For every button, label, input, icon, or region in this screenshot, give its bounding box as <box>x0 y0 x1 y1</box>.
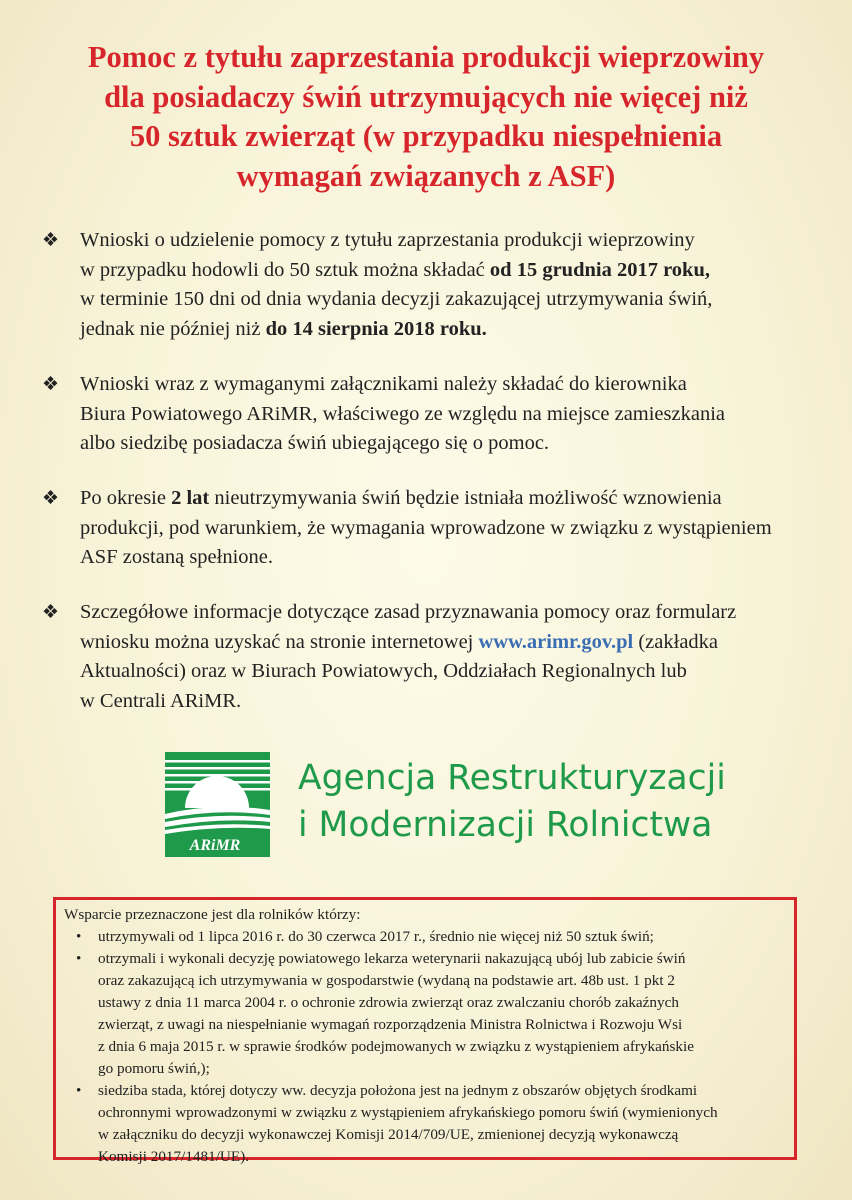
text-line <box>80 484 814 514</box>
text-line: ASF zostaną spełnione. <box>80 546 274 568</box>
text-line: Wnioski o udzielenie pomocy z tytułu zaprzestania produkcji wieprzowiny <box>80 229 695 251</box>
text-line: w załączniku do decyzji wykonawczej Komisji 2014/709/UE, zmienionej decyzją wykonawczą <box>98 1126 679 1143</box>
text-run: Po okresie <box>80 487 172 509</box>
list-item <box>64 926 782 948</box>
text-line: Aktualności) oraz w Biurach Powiatowych, Oddziałach Regionalnych lub <box>80 660 687 682</box>
text-line: siedziba stada, której dotyczy ww. decyzja położona jest na jednym z obszarów objętych środkami <box>98 1082 698 1099</box>
text-run: (zakładka <box>633 630 719 653</box>
text-line: go pomoru świń,); <box>98 1060 210 1077</box>
logo-mark-text: ARiMR <box>189 837 241 854</box>
text-line: Komisji 2017/1481/UE). <box>98 1148 250 1165</box>
diamond-bullet-icon: ❖ <box>42 374 60 395</box>
title-line: wymagań związanych z ASF) <box>236 158 616 193</box>
text-run: nieutrzymywania świń będzie istniała możliwość wznowienia <box>209 487 722 509</box>
period-emphasis: 2 lat <box>171 487 210 509</box>
text-line: utrzymywali od 1 lipca 2016 r. do 30 czerwca 2017 r., średnio nie więcej niż 50 sztuk świń; <box>98 928 654 945</box>
list-item <box>64 948 782 1080</box>
title-line: Pomoc z tytułu zaprzestania produkcji wieprzowiny <box>87 40 765 74</box>
text-line: oraz zakazującą ich utrzymywania w gospodarstwie (wydaną na podstawie art. 48b ust. 1 pkt 2 <box>98 972 675 989</box>
eligibility-box <box>53 897 797 1165</box>
text-line: w terminie 150 dni od dnia wydania decyzji zakazującej utrzymywania świń, <box>80 288 713 310</box>
bullet-dot-icon: • <box>76 928 82 945</box>
text-line: albo siedzibę posiadacza świń ubiegającego się o pomoc. <box>80 432 550 454</box>
text-line: w Centrali ARiMR. <box>80 689 242 712</box>
bullet-resume-production <box>42 484 814 573</box>
agency-name <box>298 755 726 849</box>
text-line <box>80 628 814 658</box>
arimr-logo-icon <box>165 752 270 857</box>
start-date: od 15 grudnia 2017 roku, <box>489 258 710 281</box>
eligibility-list <box>64 926 782 1168</box>
text-line: Szczegółowe informacje dotyczące zasad przyznawania pomocy oraz formularz <box>80 601 737 623</box>
text-run: jednak nie później niż <box>80 317 266 340</box>
bullet-where-to-apply <box>42 370 814 459</box>
title-line: 50 sztuk zwierząt (w przypadku niespełnienia <box>129 119 723 153</box>
text-line <box>80 315 814 345</box>
bullet-dot-icon: • <box>76 950 82 967</box>
text-line: produkcji, pod warunkiem, że wymagania wprowadzone w związku z wystąpieniem <box>80 516 772 539</box>
bullet-text <box>80 598 814 716</box>
diamond-bullet-icon: ❖ <box>42 230 60 251</box>
bullet-text <box>80 370 814 459</box>
bullet-more-info <box>42 598 814 716</box>
text-line: zwierząt, z uwagi na niespełnianie wymagań rozporządzenia Ministra Rolnictwa i Rozwoju Wsi <box>98 1016 683 1033</box>
page-title <box>40 38 812 196</box>
text-line: z dnia 6 maja 2015 r. w sprawie środków podejmowanych w związku z wystąpieniem afrykańskie <box>98 1038 694 1055</box>
agency-name-line: i Modernizacji Rolnictwa <box>298 805 713 845</box>
eligibility-lead: Wsparcie przeznaczone jest dla rolników którzy: <box>64 906 361 923</box>
bullet-application-dates <box>42 226 814 344</box>
bullet-dot-icon: • <box>76 1082 82 1099</box>
list-item <box>64 1080 782 1168</box>
text-line: Wnioski wraz z wymaganymi załącznikami należy składać do kierownika <box>80 373 687 395</box>
text-line: Biura Powiatowego ARiMR, właściwego ze względu na miejsce zamieszkania <box>80 402 725 425</box>
text-line: ustawy z dnia 11 marca 2004 r. o ochronie zdrowia zwierząt oraz zwalczaniu chorób zakaźnych <box>98 994 679 1011</box>
text-run: w przypadku hodowli do 50 sztuk można składać <box>80 258 490 281</box>
text-line: otrzymali i wykonali decyzję powiatowego lekarza weterynarii nakazującą ubój lub zabicie świń <box>98 950 686 967</box>
bullet-text <box>80 484 814 573</box>
diamond-bullet-icon: ❖ <box>42 602 60 623</box>
diamond-bullet-icon: ❖ <box>42 488 60 509</box>
bullet-text <box>80 226 814 344</box>
text-line <box>80 256 814 286</box>
website-link[interactable]: www.arimr.gov.pl <box>478 630 634 653</box>
title-line: dla posiadaczy świń utrzymujących nie więcej niż <box>104 79 748 114</box>
end-date: do 14 sierpnia 2018 roku. <box>265 317 487 340</box>
text-run: wniosku można uzyskać na stronie internetowej <box>80 630 479 653</box>
agency-name-line: Agencja Restrukturyzacji <box>298 758 726 798</box>
text-line: ochronnymi wprowadzonymi w związku z wystąpieniem afrykańskiego pomoru świń (wymienionych <box>98 1104 718 1121</box>
